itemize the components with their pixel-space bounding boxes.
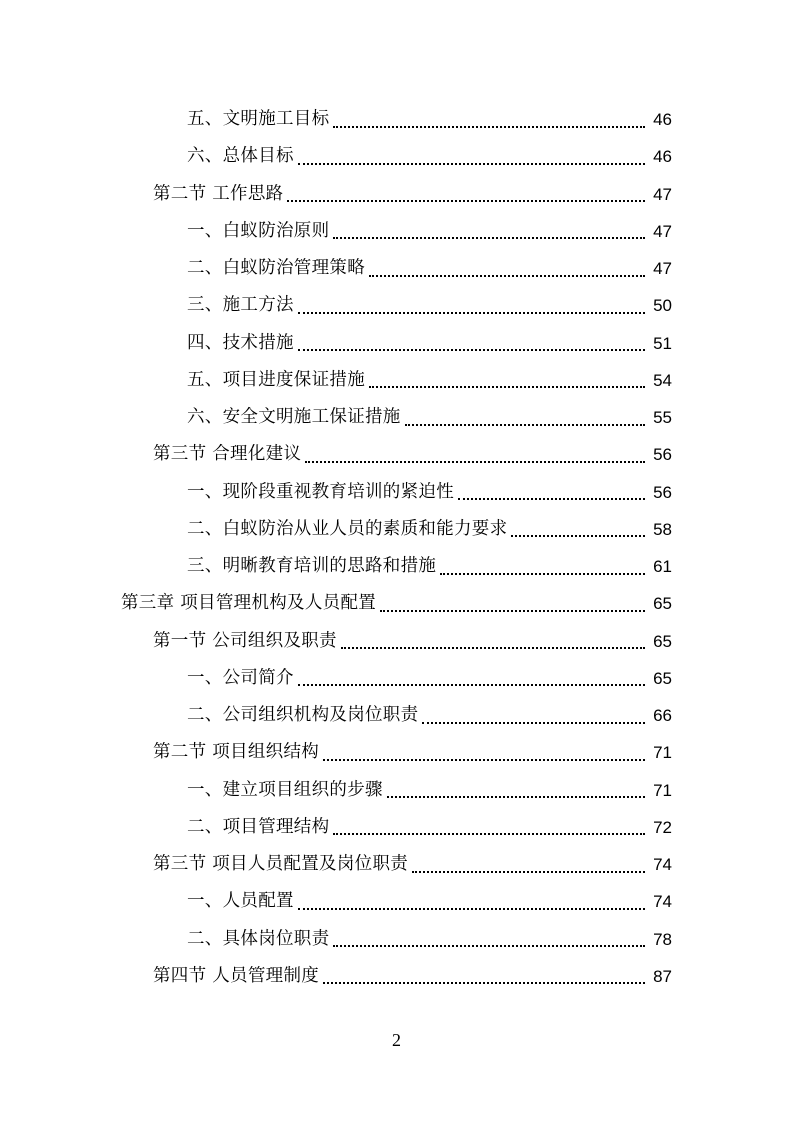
toc-entry-page-number: 47: [653, 259, 672, 278]
toc-entry-title: 第一节 公司组织及职责: [153, 630, 337, 651]
toc-dot-leader: [387, 796, 645, 798]
table-of-contents: [0, 101, 793, 995]
toc-subsection-entry[interactable]: [0, 772, 793, 809]
toc-entry-title: 第三节 项目人员配置及岗位职责: [153, 854, 409, 874]
toc-entry-title: 二、白蚁防治从业人员的素质和能力要求: [187, 518, 508, 539]
toc-entry-title: 三、施工方法: [187, 295, 294, 316]
toc-dot-leader: [422, 722, 645, 724]
toc-dot-leader: [333, 945, 645, 947]
toc-entry-page-number: 56: [653, 482, 672, 502]
toc-section-entry[interactable]: [0, 623, 793, 660]
toc-entry-page-number: 47: [653, 221, 672, 241]
toc-entry-title: 三、明晰教育培训的思路和措施: [187, 556, 437, 576]
toc-subsection-entry[interactable]: [0, 883, 793, 920]
toc-dot-leader: [369, 275, 645, 277]
toc-entry-page-number: 74: [653, 855, 672, 874]
toc-section-entry[interactable]: [0, 734, 793, 771]
toc-entry-page-number: 51: [653, 333, 672, 353]
toc-entry-title: 一、公司简介: [187, 667, 294, 688]
toc-entry-title: 一、建立项目组织的步骤: [187, 779, 383, 800]
toc-entry-title: 五、文明施工目标: [187, 109, 330, 129]
toc-subsection-entry[interactable]: [0, 138, 793, 175]
toc-subsection-entry[interactable]: [0, 325, 793, 362]
toc-chapter-entry[interactable]: [0, 585, 793, 622]
toc-entry-title: 一、人员配置: [187, 891, 294, 912]
toc-entry-page-number: 58: [653, 519, 672, 539]
toc-entry-title: 第二节 工作思路: [153, 183, 284, 204]
toc-entry-page-number: 66: [653, 706, 672, 725]
toc-entry-title: 四、技术措施: [187, 332, 294, 353]
toc-dot-leader: [380, 610, 645, 612]
toc-dot-leader: [405, 424, 645, 426]
toc-dot-leader: [369, 386, 645, 388]
toc-entry-title: 第三节 合理化建议: [153, 444, 302, 465]
toc-entry-title: 二、白蚁防治管理策略: [187, 258, 365, 278]
toc-dot-leader: [440, 573, 645, 575]
toc-subsection-entry[interactable]: [0, 548, 793, 585]
toc-entry-title: 一、白蚁防治原则: [187, 220, 330, 241]
toc-dot-leader: [287, 200, 645, 202]
toc-dot-leader: [298, 163, 645, 165]
toc-entry-page-number: 56: [653, 445, 672, 465]
toc-section-entry[interactable]: [0, 176, 793, 213]
toc-section-entry[interactable]: [0, 958, 793, 995]
toc-subsection-entry[interactable]: [0, 511, 793, 548]
toc-dot-leader: [323, 759, 645, 761]
toc-entry-page-number: 47: [653, 184, 672, 204]
toc-entry-page-number: 50: [653, 296, 672, 316]
toc-subsection-entry[interactable]: [0, 287, 793, 324]
toc-entry-page-number: 78: [653, 929, 672, 949]
toc-subsection-entry[interactable]: [0, 474, 793, 511]
toc-dot-leader: [298, 684, 645, 686]
toc-entry-page-number: 65: [653, 594, 672, 614]
toc-dot-leader: [298, 908, 645, 910]
toc-entry-page-number: 74: [653, 892, 672, 912]
toc-entry-title: 第三章 项目管理机构及人员配置: [121, 593, 377, 614]
toc-entry-title: 二、具体岗位职责: [187, 928, 330, 949]
toc-dot-leader: [458, 498, 645, 500]
toc-entry-page-number: 46: [653, 110, 672, 129]
toc-section-entry[interactable]: [0, 846, 793, 883]
toc-dot-leader: [341, 647, 645, 649]
toc-subsection-entry[interactable]: [0, 213, 793, 250]
toc-subsection-entry[interactable]: [0, 399, 793, 436]
toc-entry-page-number: 71: [653, 743, 672, 763]
toc-subsection-entry[interactable]: [0, 697, 793, 734]
toc-dot-leader: [333, 237, 645, 239]
toc-entry-page-number: 46: [653, 147, 672, 167]
toc-subsection-entry[interactable]: [0, 362, 793, 399]
toc-entry-title: 一、现阶段重视教育培训的紧迫性: [187, 481, 454, 502]
page-number: 2: [392, 1030, 401, 1050]
toc-dot-leader: [511, 535, 645, 537]
toc-entry-page-number: 65: [653, 631, 672, 651]
toc-subsection-entry[interactable]: [0, 101, 793, 138]
toc-subsection-entry[interactable]: [0, 921, 793, 958]
toc-entry-title: 第四节 人员管理制度: [153, 965, 320, 986]
toc-dot-leader: [333, 126, 645, 128]
toc-dot-leader: [412, 871, 645, 873]
toc-entry-title: 二、项目管理结构: [187, 816, 330, 837]
toc-dot-leader: [333, 833, 645, 835]
toc-dot-leader: [298, 312, 645, 314]
toc-section-entry[interactable]: [0, 436, 793, 473]
toc-entry-title: 六、总体目标: [187, 146, 294, 167]
toc-subsection-entry[interactable]: [0, 809, 793, 846]
toc-subsection-entry[interactable]: [0, 250, 793, 287]
toc-entry-title: 二、公司组织机构及岗位职责: [187, 705, 419, 725]
toc-entry-page-number: 65: [653, 668, 672, 688]
toc-subsection-entry[interactable]: [0, 660, 793, 697]
toc-dot-leader: [305, 461, 645, 463]
toc-entry-page-number: 72: [653, 817, 672, 837]
toc-entry-page-number: 61: [653, 557, 672, 576]
toc-entry-title: 第二节 项目组织结构: [153, 742, 320, 763]
toc-entry-page-number: 55: [653, 408, 672, 427]
toc-entry-page-number: 71: [653, 780, 672, 800]
toc-entry-page-number: 54: [653, 370, 672, 390]
toc-dot-leader: [298, 349, 645, 351]
toc-entry-page-number: 87: [653, 966, 672, 986]
toc-dot-leader: [323, 982, 645, 984]
toc-entry-title: 六、安全文明施工保证措施: [187, 407, 401, 427]
toc-entry-title: 五、项目进度保证措施: [187, 369, 365, 390]
